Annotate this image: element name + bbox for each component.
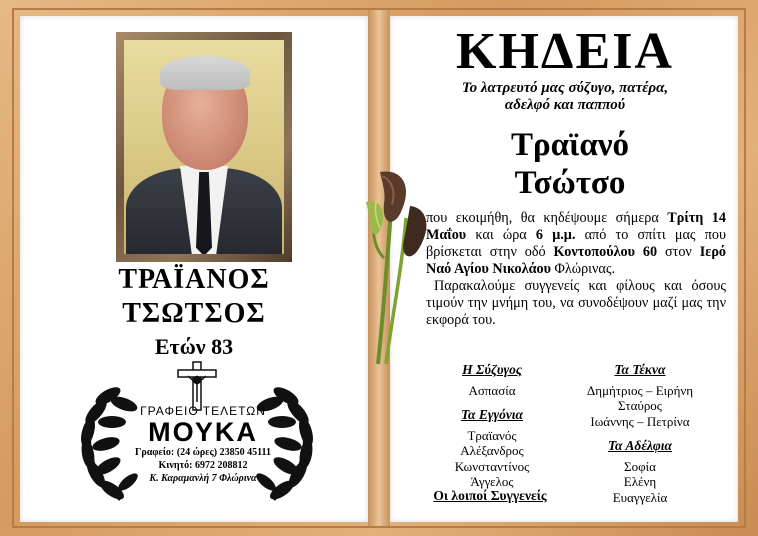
funeral-home-office-phone: Γραφείο: (24 ώρες) 23850 45111 <box>135 447 271 458</box>
funeral-notice <box>426 210 726 329</box>
grandchild-name: Αλέξανδρος <box>460 443 524 458</box>
subtitle <box>400 80 730 114</box>
portrait-frame <box>116 32 292 262</box>
child-name: Ιωάννης – Πετρίνα <box>590 413 690 429</box>
notice-paragraph-1 <box>426 210 726 278</box>
calla-lily-icon <box>362 168 432 368</box>
child-name: Δημήτριος – Ειρήνη <box>586 382 694 398</box>
notice-church: Ιερό Ναό Αγίου Νικολάου <box>426 244 727 277</box>
notice-day: Τρίτη 14 Μαΐου <box>426 210 726 243</box>
grandchild-name: Άγγελος <box>470 474 514 489</box>
grandchildren-heading: Τα Εγγόνια <box>460 407 524 422</box>
family-column-right <box>560 358 720 505</box>
notice-text-d: στον <box>664 244 692 260</box>
funeral-home-name: ΜΟΥΚΑ <box>148 417 258 447</box>
sibling-name: Ευαγγελία <box>612 489 668 505</box>
page-title: ΚΗΔΕΙΑ <box>456 23 674 80</box>
portrait-photo <box>124 40 284 254</box>
child-name: Σταύρος <box>618 398 662 413</box>
other-relatives: Οι λοιποί Συγγενείς <box>433 488 547 503</box>
notice-text-c: από το σπίτι μας που βρίσκεται στην οδό <box>426 227 726 260</box>
notice-text-e: Φλώρινας. <box>554 261 616 277</box>
funeral-home-label: ΓΡΑΦΕΙΟ ΤΕΛΕΤΩΝ <box>140 404 266 418</box>
notice-paragraph-2: Παρακαλούμε συγγενείς και φίλους και όσους τιμούν την μνήμη του, να συνοδέψουν μαζί μας την εκφορά του. <box>426 278 726 328</box>
children-heading: Τα Τέκνα <box>614 362 666 377</box>
sibling-name: Ελένη <box>623 474 657 489</box>
deceased-name-first: Τραϊανό <box>511 127 629 163</box>
deceased-first-name: ΤΡΑΪΑΝΟΣ <box>118 264 270 295</box>
subtitle-line-2: αδελφό και παππού <box>504 97 626 113</box>
funeral-home-block <box>120 404 286 485</box>
deceased-last-name: ΤΣΩΤΣΟΣ <box>122 298 266 329</box>
spouse-heading: Η Σύζυγος <box>462 362 522 377</box>
funeral-home-address: Κ. Καραμανλή 7 Φλώρινα <box>149 473 257 484</box>
deceased-age: Ετών 83 <box>154 334 234 359</box>
notice-time: 6 μ.μ. <box>535 227 576 243</box>
family-column-left <box>412 358 572 490</box>
sibling-name: Σοφία <box>624 458 656 474</box>
deceased-name-last: Τσώτσο <box>514 165 626 201</box>
grandchild-name: Τραϊανός <box>467 427 517 443</box>
subtitle-line-1: Το λατρευτό μας σύζυγο, πατέρα, <box>461 80 669 96</box>
funeral-home-mobile: Κινητό: 6972 208812 <box>158 460 248 471</box>
grandchild-name: Κωνσταντίνος <box>454 458 530 474</box>
crucifix-icon <box>178 362 216 410</box>
notice-street: Κοντοπούλου 60 <box>553 244 658 260</box>
spouse-name: Ασπασία <box>468 382 516 398</box>
siblings-heading: Τα Αδέλφια <box>608 438 672 453</box>
notice-text-b: και ώρα <box>475 227 527 243</box>
notice-text-a: που εκοιμήθη, θα κηδέψουμε σήμερα <box>426 210 659 226</box>
